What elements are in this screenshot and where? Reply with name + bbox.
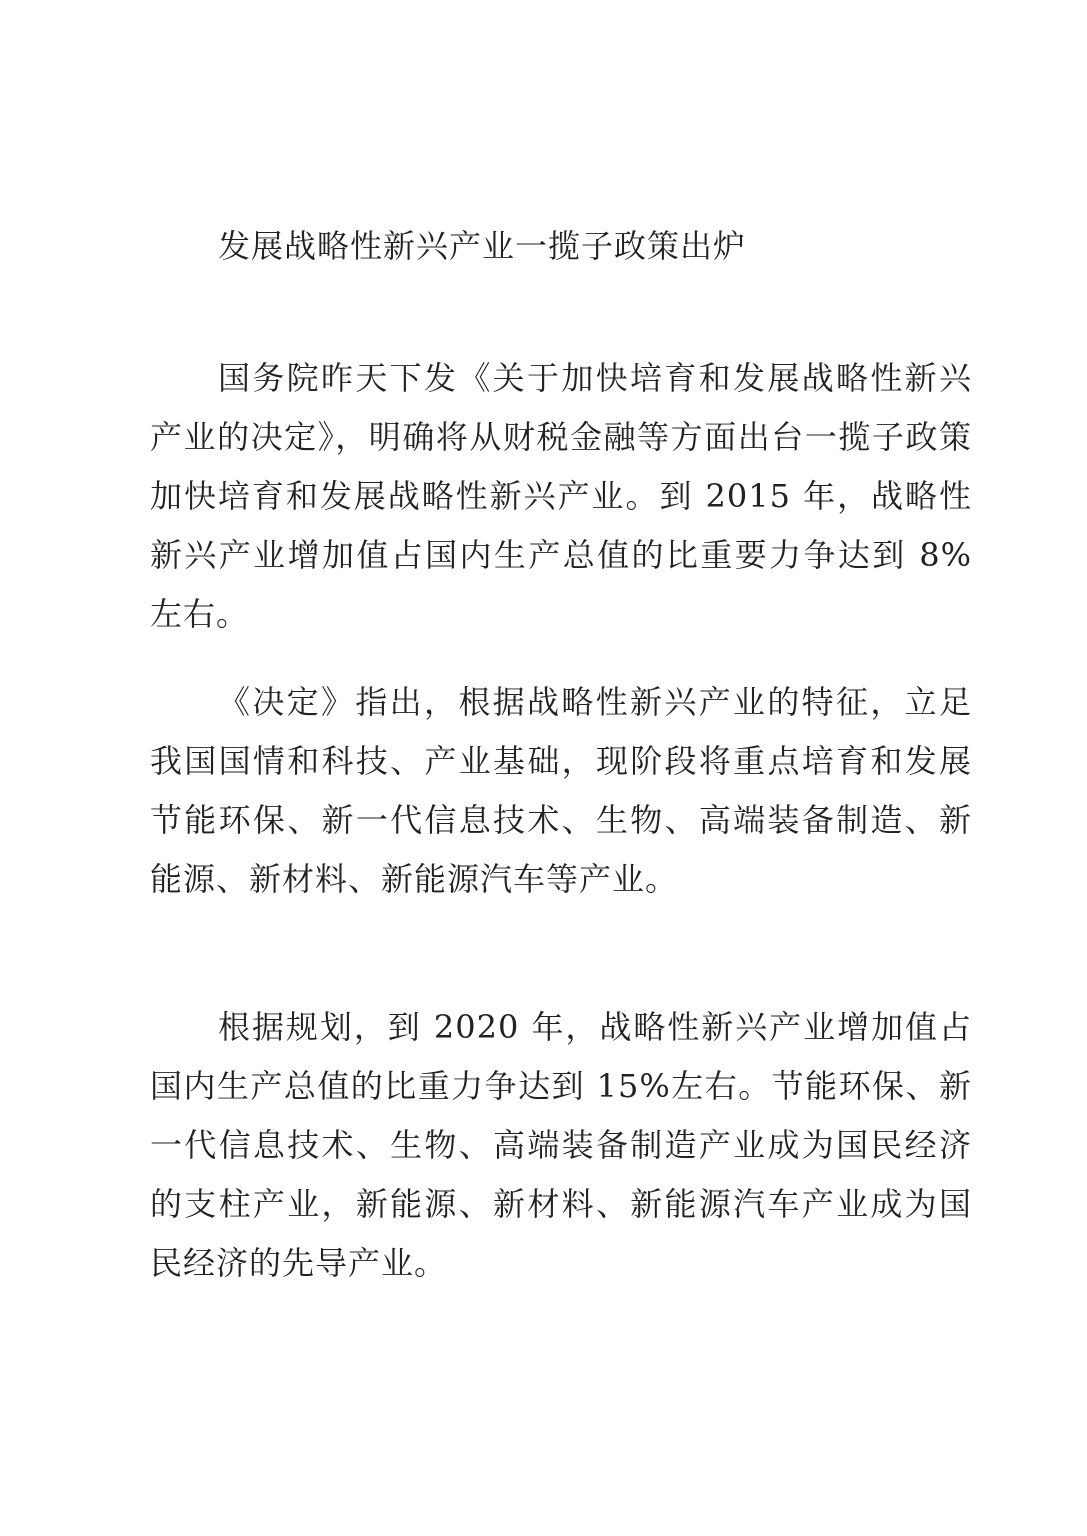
paragraph-2020-plan: 根据规划，到 2020 年，战略性新兴产业增加值占国内生产总值的比重力争达到 15%左右。节能环保、新一代信息技术、生物、高端装备制造产业成为国民经济的支柱产业，新能源、新材料、新能源汽车产业成为国民经济的先导产业。	[150, 1008, 972, 1282]
paragraph-key-industries: 《决定》指出，根据战略性新兴产业的特征，立足我国国情和科技、产业基础，现阶段将重点培育和发展节能环保、新一代信息技术、生物、高端装备制造、新能源、新材料、新能源汽车等产业。	[150, 683, 972, 898]
document-title: 发展战略性新兴产业一揽子政策出炉	[218, 227, 747, 265]
paragraph-policy-release: 国务院昨天下发《关于加快培育和发展战略性新兴产业的决定》，明确将从财税金融等方面出台一揽子政策加快培育和发展战略性新兴产业。到 2015 年，战略性新兴产业增加值占国内生产总值的比重要力争达到 8%左右。	[150, 359, 972, 633]
